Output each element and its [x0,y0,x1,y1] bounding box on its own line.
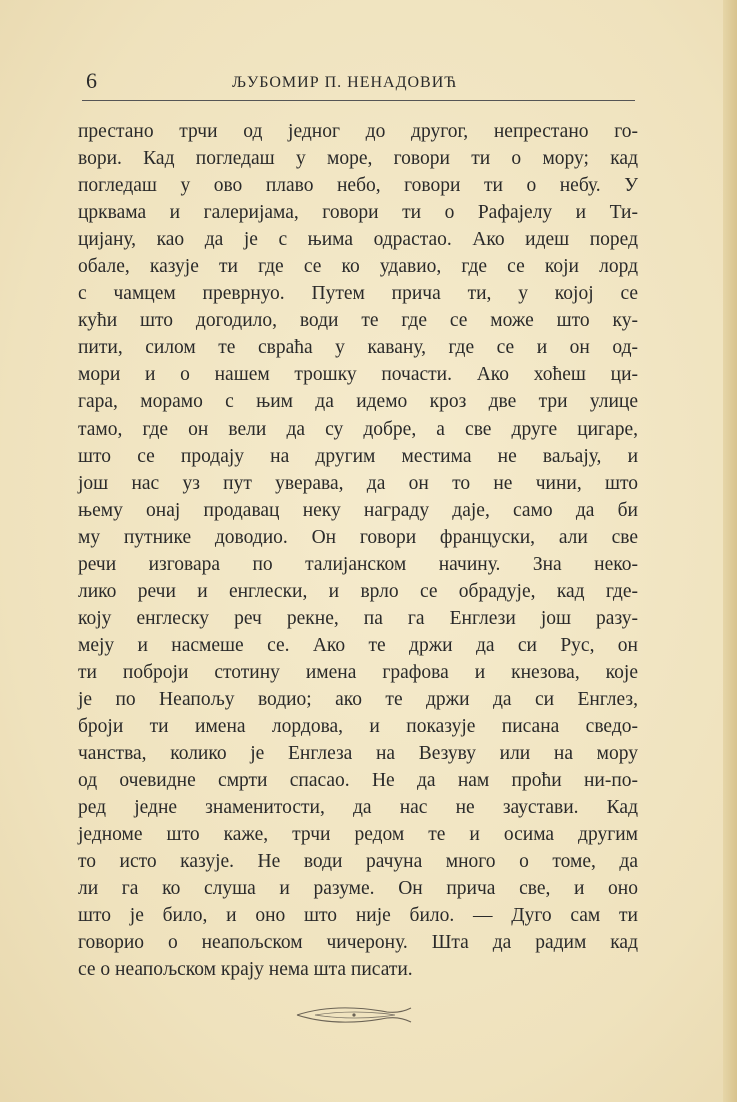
text-line: црквама и галеријама, говори ти о Рафајелу и Ти- [78,202,638,224]
running-head: ЉУБОМИР П. НЕНАДОВИЋ [232,74,458,91]
page-header [82,66,635,101]
text-line: од очевидне смрти спасао. Не да нам проћи ни-по- [78,770,638,792]
text-line: једноме што каже, трчи редом те и осима другим [78,824,638,846]
text-line: му путнике доводио. Он говори француски, али све [78,526,638,548]
text-line: што се продају на другим местима не ваљају, и [78,445,638,467]
text-line: ли га ко слуша и разуме. Он прича све, и оно [78,878,638,900]
text-line: вори. Кад погледаш у море, говори ти о мору; кад [78,148,638,170]
text-line: њему онај продавац неку награду даје, само да би [78,499,638,521]
text-line: цијану, као да је с њима одрастао. Ако идеш поред [78,229,638,251]
text-line: обале, казује ти где се ко удавио, где се који лорд [78,256,638,278]
text-line: чанства, колико је Енглеза на Везуву или на мору [78,743,638,765]
text-line: ред једне знаменитости, да нас не заустави. Кад [78,797,638,819]
flourish-ornament [295,1000,413,1030]
text-line: још нас уз пут уверава, да он то не чини, што [78,472,638,494]
text-line: с чамцем преврнуо. Путем прича ти, у којој се [78,283,638,305]
text-line: лико речи и енглески, и врло се обрадује, кад где- [78,580,638,602]
text-line: гара, морамо с њим да идемо кроз две три улице [78,391,638,413]
text-line: мори и о нашем трошку почасти. Ако хоћеш ци- [78,364,638,386]
text-line: ти поброји стотину имена графова и кнезова, које [78,661,638,683]
text-line: пити, силом те свраћа у кавану, где се и он од- [78,337,638,359]
text-line: је по Неапољу водио; ако те држи да си Енглез, [78,688,638,710]
text-line: говорио о неапољском чичерону. Шта да радим кад [78,932,638,954]
text-line: се о неапољском крају нема шта писати. [78,959,413,981]
text-line: меју и насмеше се. Ако те држи да си Рус, он [78,634,638,656]
text-line: тамо, где он вели да су добре, а све друге цигаре, [78,418,638,440]
text-line: то исто казује. Не води рачуна много о томе, да [78,851,638,873]
text-line: броји ти имена лордова, и показује писана сведо- [78,716,638,738]
text-line: што је било, и оно што није било. — Дуго сам ти [78,905,638,927]
text-line: кући што догодило, води те где се може што ку- [78,310,638,332]
text-line: престано трчи од једног до другог, непрестано го- [78,121,638,142]
body-text [78,118,638,984]
page-number: 6 [86,68,97,93]
text-line: речи изговара по талијанском начину. Зна неко- [78,553,638,575]
page-edge [723,0,737,1102]
text-line: погледаш у ово плаво небо, говори ти о небу. У [78,175,638,197]
text-line: коју енглеску реч рекне, па га Енглези још разу- [78,607,638,629]
